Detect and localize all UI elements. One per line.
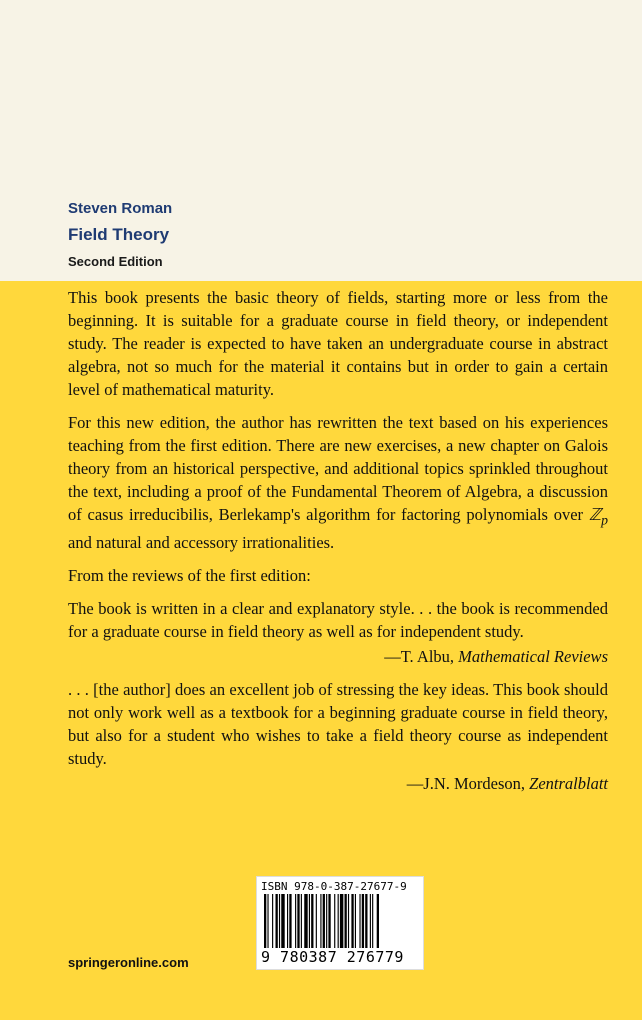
barcode-bar [377, 894, 379, 948]
barcode-bar [340, 894, 343, 948]
review-quote-1: The book is written in a clear and explanatory style. . . the book is recommended for a graduate course in field theory as well as for independent study. [68, 599, 608, 642]
review-attribution-2 [68, 772, 608, 795]
back-cover-blurb [68, 286, 608, 805]
edition-label: Second Edition [68, 254, 163, 269]
barcode-bar [348, 894, 349, 948]
reviewer-name-1: —T. Albu, [384, 647, 459, 667]
barcode-bar [304, 894, 307, 948]
isbn-label: ISBN 978-0-387-27677-9 [261, 880, 407, 893]
barcode-bar [267, 894, 268, 948]
barcode-bar [281, 894, 284, 948]
barcode-bar [326, 894, 327, 948]
barcode-bar [295, 894, 296, 948]
barcode-bar [320, 894, 321, 948]
barcode-bar [355, 894, 356, 948]
review-quote-2: . . . [the author] does an excellent job of stressing the key ideas. This book should not only work well as a textbook for a beginning graduate course in field theory, but also for a student who wishes to take a field theory course as independent study. [68, 680, 608, 769]
reviewer-name-2: —J.N. Mordeson, [406, 774, 530, 794]
review-attribution-1 [68, 645, 608, 668]
reviews-intro: From the reviews of the first edition: [68, 566, 311, 586]
barcode-bar [372, 894, 373, 948]
barcode-bar [311, 894, 313, 948]
barcode-digits: 9 780387 276779 [261, 948, 404, 966]
blurb-paragraph-2 [68, 411, 608, 554]
barcode-bar [328, 894, 330, 948]
book-title: Field Theory [68, 225, 170, 244]
barcode-bar [297, 894, 299, 948]
barcode-bar [289, 894, 291, 948]
barcode-bar [359, 894, 360, 948]
barcode-bar [338, 894, 339, 948]
barcode-bar [334, 894, 335, 948]
z-p-symbol [588, 505, 608, 528]
barcode-bar [272, 894, 273, 948]
barcode-bar [279, 894, 280, 948]
isbn-barcode [256, 876, 424, 970]
barcode-bar [362, 894, 364, 948]
blurb-paragraph-2-end: and natural and accessory irrationalities. [68, 533, 335, 553]
barcode-bar [276, 894, 278, 948]
review-source-2: Zentralblatt [529, 774, 608, 794]
barcode-bar [301, 894, 302, 948]
blurb-paragraph-1: This book presents the basic theory of fields, starting more or less from the beginning. It is suitable for a graduate course in field theory, or independent study. The reader is expected to have taken an undergraduate course in abstract algebra, not so much for the material it contains but in order to gain a certain level of mathematical maturity. [68, 288, 608, 399]
barcode-bar [287, 894, 288, 948]
review-source-1: Mathematical Reviews [458, 647, 608, 667]
barcode-bar [264, 894, 266, 948]
barcode-bar [365, 894, 367, 948]
author-name: Steven Roman [68, 200, 173, 217]
blurb-paragraph-2-start: For this new edition, the author has rewritten the text based on his experiences teaching from the first edition. There are new exercises, a new chapter on Galois theory from an historical perspective, and additional topics sprinkled throughout the text, including a proof of the Fundamental Theorem of Algebra, a discussion of casus irreducibilis, Berlekamp's algorithm for factoring polynomials over [68, 413, 608, 524]
publisher-website: springeronline.com [68, 955, 189, 970]
barcode-bar [309, 894, 310, 948]
z-symbol: ℤ [588, 505, 602, 524]
barcode-bar [345, 894, 347, 948]
p-subscript: p [601, 512, 608, 528]
barcode-bar [351, 894, 353, 948]
barcode-bar [323, 894, 325, 948]
barcode-bar [316, 894, 317, 948]
barcode-bar [370, 894, 371, 948]
barcode-bars [260, 894, 420, 948]
